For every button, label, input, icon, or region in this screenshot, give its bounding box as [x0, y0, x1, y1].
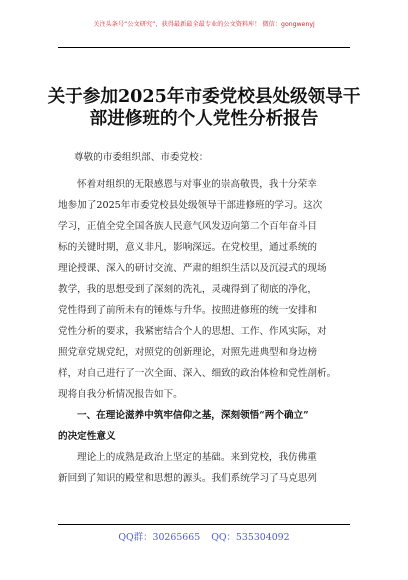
header-banner: 关注头条号“公文研究”，获得最新最全最专业的公文资料库！ 微信：gongwenyj — [93, 21, 315, 28]
body-line: 教学，我的思想受到了深刻的洗礼，灵魂得到了彻底的净化， — [58, 284, 318, 295]
body-line: 党性分析的要求，我紧密结合个人的思想、工作、作风实际，对 — [58, 326, 327, 337]
body-line: 现将自我分析情况报告如下。 — [58, 389, 183, 400]
body-line: 地参加了2025年市委党校县处级领导干部进修班的学习。这次 — [58, 200, 323, 211]
title-line-2: 部进修班的个人党性分析报告 — [89, 108, 319, 129]
body-line: 理论授课、深入的研讨交流、严肃的组织生活以及沉浸式的现场 — [58, 263, 327, 274]
footer-qq-group: QQ群：30265665 — [118, 532, 201, 543]
body-line: 标的关键时期，意义非凡，影响深远。在党校里，通过系统的 — [58, 242, 318, 253]
body-text — [58, 174, 350, 489]
section-heading-line: 一、在理论滋养中筑牢信仰之基，深刻领悟“两个确立” — [77, 410, 309, 421]
footer-qq: QQ：535304092 — [211, 532, 290, 543]
body-line: 怀着对组织的无限感恩与对事业的崇高敬畏，我十分荣幸 — [77, 179, 317, 190]
body-line: 党性得到了前所未有的锤炼与升华。按照进修班的统一安排和 — [58, 305, 318, 316]
title-line-1: 关于参加2025年市委党校县处级领导干 — [47, 86, 361, 107]
body-line: 照党章党规党纪，对照党的创新理论，对照先进典型和身边榜 — [58, 347, 318, 358]
body-line: 样，对自己进行了一次全面、深入、细致的政治体检和党性剖析。 — [58, 368, 337, 379]
body-line: 理论上的成熟是政治上坚定的基础。来到党校，我仿佛重 — [77, 452, 317, 463]
salutation: 尊敬的市委组织部、市委党校： — [74, 152, 209, 163]
body-line: 学习，正值全党全国各族人民意气风发迈向第二个百年奋斗目 — [58, 221, 318, 232]
header-rule — [58, 47, 350, 48]
body-line: 新回到了知识的殿堂和思想的源头。我们系统学习了马克思列 — [58, 473, 318, 484]
footer — [0, 531, 408, 545]
document-title — [40, 86, 368, 130]
footer-rule — [58, 524, 350, 525]
section-heading-line: 的决定性意义 — [58, 431, 116, 442]
